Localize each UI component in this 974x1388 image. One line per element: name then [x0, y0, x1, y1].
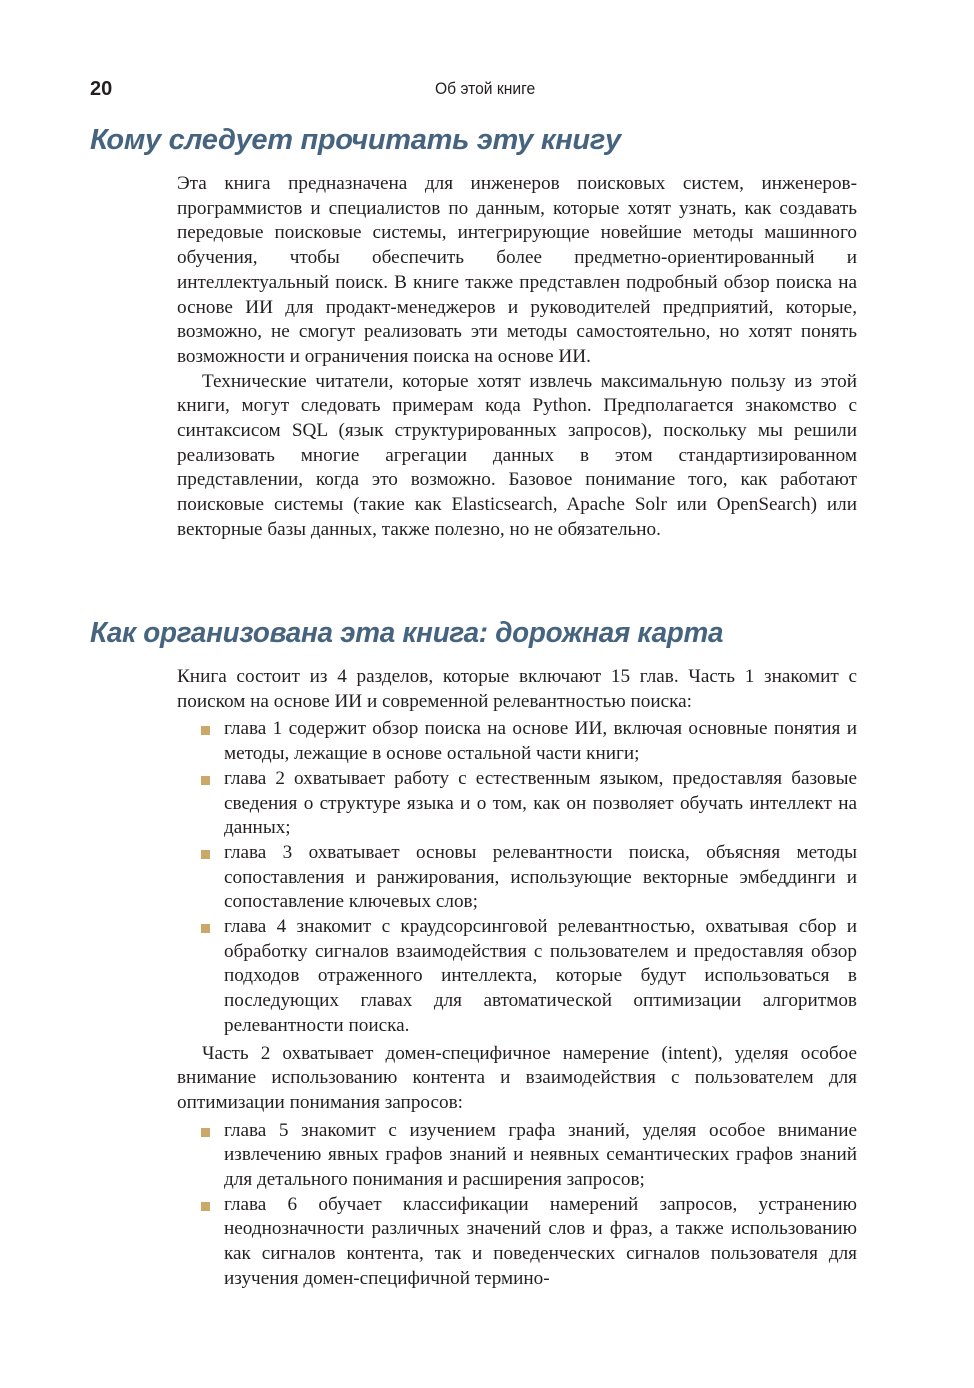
list-item	[224, 767, 857, 841]
paragraph: Книга состоит из 4 разделов, которые включают 15 глав. Часть 1 знакомит с поиском на основе ИИ и современной релевантностью поиска:	[177, 666, 857, 712]
section-roadmap-body	[177, 665, 857, 1295]
square-bullet-icon	[201, 850, 210, 859]
page-number: 20	[90, 78, 113, 100]
section-audience-body	[177, 172, 857, 543]
list-item	[224, 841, 857, 915]
list-item-text: глава 1 содержит обзор поиска на основе ИИ, включая основные понятия и методы, лежащие в основе остальной части книги;	[224, 718, 857, 765]
paragraph: Технические читатели, которые хотят извлечь максимальную пользу из этой книги, могут следовать примерам кода Python. Предполагается знакомство с синтаксисом SQL (язык структурированных запросов), поскольку мы решили реализовать многие агрегации данных в этом стандартизированном представлении, когда это возможно. Базовое понимание того, как работают поисковые системы (такие как Elasticsearch, Apache Solr или OpenSearch) или векторные базы данных, также полезно, но не обязательно.	[177, 370, 857, 540]
chapter-list-part2	[177, 1119, 857, 1292]
square-bullet-icon	[201, 1202, 210, 1211]
list-item	[224, 915, 857, 1039]
running-head	[90, 78, 870, 102]
chapter-list-part1	[177, 717, 857, 1038]
square-bullet-icon	[201, 1128, 210, 1137]
square-bullet-icon	[201, 776, 210, 785]
list-item	[224, 1119, 857, 1193]
list-item-text: глава 6 обучает классификации намерений запросов, устранению неоднозначности различных значений слов и фраз, а также использованию как сигналов контента, так и поведенческих сигналов пользователя для изучения домен-специфичной термино-	[224, 1193, 857, 1289]
square-bullet-icon	[201, 924, 210, 933]
paragraph: Часть 2 охватывает домен-специфичное намерение (intent), уделяя особое внимание использованию контента и взаимодействия с пользователем для оптимизации понимания запросов:	[177, 1042, 857, 1113]
list-item	[224, 1193, 857, 1292]
list-item-text: глава 2 охватывает работу с естественным языком, предоставляя базовые сведения о структуре языка и о том, как он позволяет обучать интеллект на данных;	[224, 767, 857, 839]
list-item-text: глава 4 знакомит с краудсорсинговой релевантностью, охватывая сбор и обработку сигналов взаимодействия с пользователем и предоставляя обзор подходов отраженного интеллекта, которые будут использоваться в последующих главах для автоматической оптимизации алгоритмов релевантности поиска.	[224, 916, 857, 1036]
section-heading-audience: Кому следует прочитать эту книгу	[90, 124, 621, 156]
running-head-title: Об этой книге	[435, 79, 536, 98]
square-bullet-icon	[201, 726, 210, 735]
list-item-text: глава 3 охватывает основы релевантности поиска, объясняя методы сопоставления и ранжирования, использующие векторные эмбеддинги и сопоставление ключевых слов;	[224, 841, 857, 913]
list-item	[224, 717, 857, 766]
paragraph: Эта книга предназначена для инженеров поисковых систем, инженеров-программистов и специалистов по данным, которые хотят узнать, как создавать передовые поисковые системы, интегрирующие новейшие методы машинного обучения, чтобы обеспечить более предметно-ориентированный и интеллектуальный поиск. В книге также представлен подробный обзор поиска на основе ИИ для продакт-менеджеров и руководителей предприятий, которые, возможно, не смогут реализовать эти методы самостоятельно, но хотят понять возможности и ограничения поиска на основе ИИ.	[177, 173, 857, 367]
list-item-text: глава 5 знакомит с изучением графа знаний, уделяя особое внимание извлечению явных графов знаний и неявных семантических графов знаний для детального понимания и расширения запросов;	[224, 1119, 857, 1191]
section-heading-roadmap: Как организована эта книга: дорожная карта	[90, 617, 724, 649]
